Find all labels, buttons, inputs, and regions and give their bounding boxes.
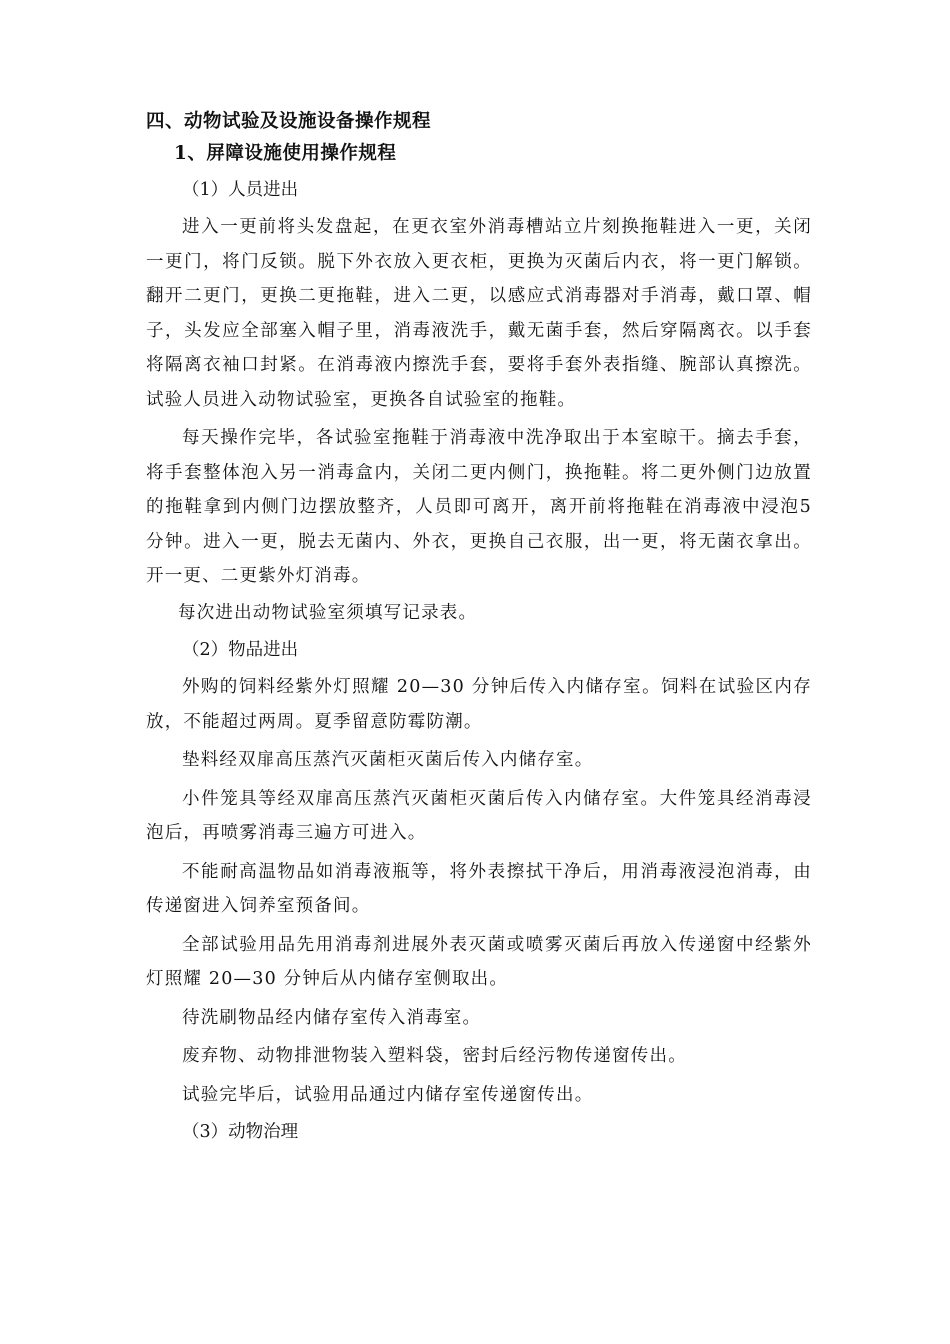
part2-paragraph: 垫料经双扉高压蒸汽灭菌柜灭菌后传入内储存室。 — [182, 750, 594, 770]
part1-paragraph: 进入一更前将头发盘起，在更衣室外消毒槽站立片刻换拖鞋进入一更，关闭一更门，将门反锁。脱下外衣放入更衣柜，更换为灭菌后内衣，将一更门解锁。翻开二更门，更换二更拖鞋，进入二更，以感应式消毒器对手消毒，戴口罩、帽子，头发应全部塞入帽子里，消毒液洗手，戴无菌手套，然后穿隔离衣。以手套将隔离衣袖口封紧。在消毒液内擦洗手套，要将手套外表指缝、腕部认真擦洗。试验人员进入动物试验室，更换各自试验室的拖鞋。 — [146, 217, 812, 410]
part2-paragraph: 全部试验用品先用消毒剂进展外表灭菌或喷雾灭菌后再放入传递窗中经紫外灯照耀 20—30 分钟后从内储存室侧取出。 — [146, 934, 812, 989]
document-body — [146, 106, 812, 1148]
part2-paragraph: 试验完毕后，试验用品通过内储存室传递窗传出。 — [182, 1084, 594, 1105]
subsection-title: 1、屏障设施使用操作规程 — [174, 143, 397, 164]
part1-paragraph: 每次进出动物试验室须填写记录表。 — [178, 602, 478, 623]
part1-paragraph: 每天操作完毕，各试验室拖鞋于消毒液中洗净取出于本室晾干。摘去手套，将手套整体泡入另一消毒盒内，关闭二更内侧门，换拖鞋。将二更外侧门边放置的拖鞋拿到内侧门边摆放整齐，人员即可离开，离开前将拖鞋在消毒液中浸泡5分钟。进入一更，脱去无菌内、外衣，更换自己衣服，出一更，将无菌衣拿出。开一更、二更紫外灯消毒。 — [146, 428, 812, 586]
section-title: 四、动物试验及设施设备操作规程 — [146, 111, 432, 132]
part2-paragraph: 废弃物、动物排泄物装入塑料袋，密封后经污物传递窗传出。 — [182, 1046, 687, 1066]
part2-paragraph: 待洗刷物品经内储存室传入消毒室。 — [182, 1007, 482, 1028]
part2-heading: （2）物品进出 — [182, 640, 299, 660]
part2-paragraph: 小件笼具等经双扉高压蒸汽灭菌柜灭菌后传入内储存室。大件笼具经消毒浸泡后，再喷雾消毒三遍方可进入。 — [146, 788, 812, 843]
part3-heading: （3）动物治理 — [182, 1122, 299, 1142]
part2-paragraph: 外购的饲料经紫外灯照耀 20—30 分钟后传入内储存室。饲料在试验区内存放，不能超过两周。夏季留意防霉防潮。 — [146, 677, 812, 732]
part1-heading: （1）人员进出 — [182, 180, 299, 200]
part2-paragraph: 不能耐高温物品如消毒液瓶等，将外表擦拭干净后，用消毒液浸泡消毒，由传递窗进入饲养室预备间。 — [146, 861, 812, 916]
